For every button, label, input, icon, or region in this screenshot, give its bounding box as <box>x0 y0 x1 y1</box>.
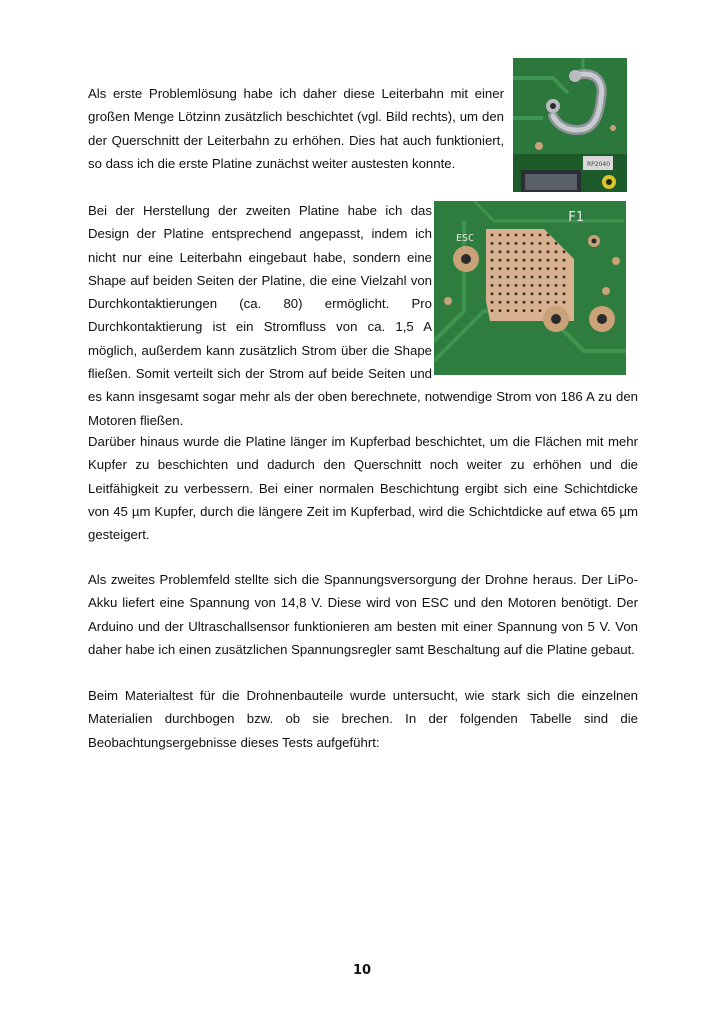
via-hole <box>499 242 502 245</box>
paragraph-copper-bath: Darüber hinaus wurde die Platine länger im Kupferbad beschichtet, um die Flächen mit mehr Kupfer zu beschichten und dadurch den Querschnitt noch weiter zu erhöhen und die Leitfähigkeit zu verbessern. Bei einer normalen Beschichtung ergibt sich eine Schichtdicke von 45 µm Kupfer, durch die längere Zeit im Kupferbad, wird die Schichtdicke auf etwa 65 µm gesteigert. <box>88 434 638 543</box>
via-hole <box>499 284 502 287</box>
via-hole <box>499 267 502 270</box>
via-hole <box>515 301 518 304</box>
via-hole <box>515 267 518 270</box>
via-hole <box>491 267 494 270</box>
via-hole <box>531 250 534 253</box>
via-hole <box>531 234 534 237</box>
via-hole <box>507 234 510 237</box>
via-hole <box>523 242 526 245</box>
via-hole <box>539 301 542 304</box>
photo2-label-f1: F1 <box>568 210 584 225</box>
via-hole <box>563 259 566 262</box>
via-hole <box>523 234 526 237</box>
via-hole <box>499 250 502 253</box>
via-hole <box>555 292 558 295</box>
via-hole <box>507 242 510 245</box>
via-hole <box>491 292 494 295</box>
via-hole <box>515 309 518 312</box>
via-hole <box>531 276 534 279</box>
via-hole <box>547 292 550 295</box>
via-hole <box>539 284 542 287</box>
via-hole <box>539 309 542 312</box>
via-hole <box>547 250 550 253</box>
via-hole <box>547 276 550 279</box>
via-hole <box>499 234 502 237</box>
page-number: 10 <box>352 963 372 978</box>
via-hole <box>523 267 526 270</box>
via-hole <box>507 250 510 253</box>
via-hole <box>563 250 566 253</box>
via-hole <box>491 301 494 304</box>
via-hole <box>539 242 542 245</box>
via-hole <box>523 250 526 253</box>
via-hole <box>547 284 550 287</box>
paragraph-power-supply: Als zweites Problemfeld stellte sich die Spannungsversorgung der Drohne heraus. Der LiPo-Akku liefert eine Spannung von 14,8 V. Diese wird von ESC und den Motoren benötigt. Der Arduino und der Ultraschallsensor funktionieren am besten mit einer Spannung von 5 V. Von daher habe ich einen zusätzlichen Spannungsregler samt Beschaltung auf die Platine gebaut. <box>88 572 638 657</box>
via-hole <box>507 292 510 295</box>
via-hole <box>499 259 502 262</box>
via-hole <box>563 284 566 287</box>
via-hole <box>563 292 566 295</box>
via-hole <box>555 276 558 279</box>
via-hole <box>547 242 550 245</box>
via-hole <box>491 309 494 312</box>
via-hole <box>539 292 542 295</box>
via-hole <box>523 309 526 312</box>
via-hole <box>523 301 526 304</box>
via-hole <box>507 284 510 287</box>
via-hole <box>499 301 502 304</box>
via-hole <box>515 242 518 245</box>
via-hole <box>491 276 494 279</box>
via-hole <box>523 276 526 279</box>
via-hole <box>531 284 534 287</box>
via-hole <box>539 276 542 279</box>
paragraph-solder-fix: Als erste Problemlösung habe ich daher diese Leiterbahn mit einer großen Menge Lötzinn zusätzlich beschichtet (vgl. Bild rechts), um den der Querschnitt der Leiterbahn zu erhöhen. Dies hat auch funktioniert, so dass ich die erste Platine zunächst weiter austesten konnte. <box>88 86 504 171</box>
via-hole <box>539 259 542 262</box>
via-hole <box>515 259 518 262</box>
via-hole <box>531 259 534 262</box>
photo1-chip-label: RP2040 <box>587 161 611 168</box>
via-hole <box>491 234 494 237</box>
via-hole <box>507 301 510 304</box>
via-hole <box>515 276 518 279</box>
via-hole <box>531 301 534 304</box>
via-hole <box>523 292 526 295</box>
via-hole <box>539 234 542 237</box>
via-hole <box>555 301 558 304</box>
via-hole <box>491 259 494 262</box>
via-hole <box>555 284 558 287</box>
via-hole <box>563 301 566 304</box>
via-hole <box>515 250 518 253</box>
via-hole <box>547 259 550 262</box>
via-hole <box>491 250 494 253</box>
via-hole <box>515 284 518 287</box>
paragraph-second-board-text: Bei der Herstellung der zweiten Platine habe ich das Design der Platine entsprechend angepasst, indem ich nicht nur eine Leiterbahn eingebaut habe, sondern eine Shape auf beiden Seiten der Platine, die eine Vielzahl von Durchkontaktierungen (ca. 80) ermöglicht. Pro Durchkontaktierung ist ein Stromfluss von ca. 1,5 A möglich, außerdem kann zusätzlich Strom über die Shape fließen. Somit verteilt sich der Strom auf beide Seiten und es kann insgesamt sogar mehr als der oben berechnete, notwendige Strom von 186 A zu den Motoren fließen. <box>88 203 638 428</box>
via-hole <box>523 284 526 287</box>
via-hole <box>555 250 558 253</box>
via-hole <box>491 284 494 287</box>
via-hole <box>515 234 518 237</box>
pcb-photo-solder-trace <box>513 58 627 192</box>
via-hole <box>563 267 566 270</box>
paragraph-material-test: Beim Materialtest für die Drohnenbauteile wurde untersucht, wie stark sich die einzelnen Materialien durchbogen bzw. ob sie brechen. In der folgenden Tabelle sind die Beobachtungsergebnisse dieses Tests aufgeführt: <box>88 688 638 750</box>
via-hole <box>499 276 502 279</box>
via-hole <box>531 292 534 295</box>
photo2-label-esc: ESC <box>456 233 475 244</box>
via-hole <box>531 242 534 245</box>
via-hole <box>507 267 510 270</box>
via-hole <box>523 259 526 262</box>
via-hole <box>491 242 494 245</box>
via-hole <box>547 267 550 270</box>
via-hole <box>555 259 558 262</box>
via-hole <box>547 234 550 237</box>
via-hole <box>507 276 510 279</box>
via-hole <box>539 250 542 253</box>
via-hole <box>555 242 558 245</box>
via-hole <box>531 309 534 312</box>
via-hole <box>499 309 502 312</box>
via-hole <box>531 267 534 270</box>
pcb-photo-vias <box>434 201 626 375</box>
via-hole <box>563 276 566 279</box>
via-hole <box>507 259 510 262</box>
via-hole <box>555 267 558 270</box>
via-hole <box>515 292 518 295</box>
via-hole <box>507 309 510 312</box>
via-hole <box>499 292 502 295</box>
via-hole <box>547 301 550 304</box>
via-hole <box>539 267 542 270</box>
